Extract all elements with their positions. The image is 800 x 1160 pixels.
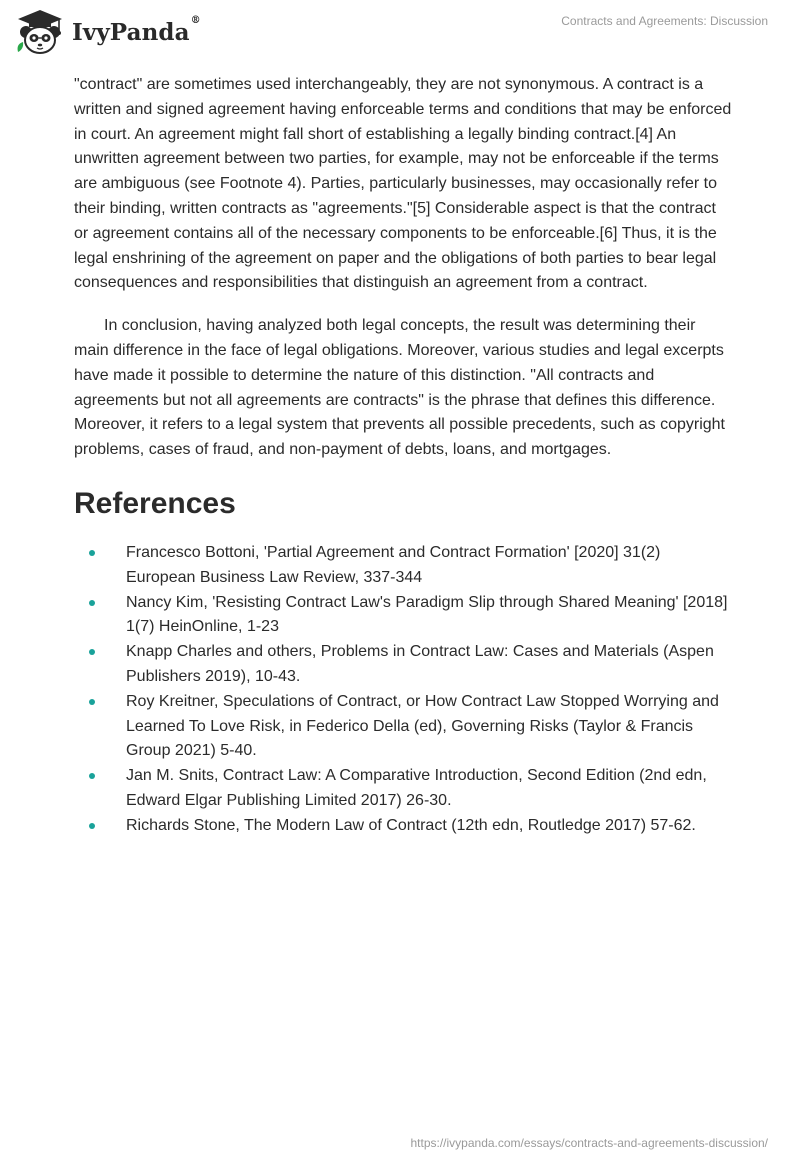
- reference-item: [74, 640, 734, 690]
- footer-url[interactable]: https://ivypanda.com/essays/contracts-and-agreements-discussion/: [410, 1136, 768, 1150]
- brand-logo[interactable]: [14, 8, 201, 56]
- bullet-icon: [89, 600, 95, 606]
- conclusion-paragraph: In conclusion, having analyzed both legal concepts, the result was determining their main difference in the face of legal obligations. Moreover, various studies and legal excerpts have made it possible to determine the nature of this distinction. "All contracts and agreements but not all agreements are contracts" is the phrase that defines this difference. Moreover, it refers to a legal system that prevents all possible precedents, such as copyright problems, cases of fraud, and non-payment of debts, loans, and mortgages.: [74, 317, 725, 459]
- brand-name: IvyPanda®: [72, 14, 201, 46]
- bullet-icon: [89, 699, 95, 705]
- essay-content: [74, 73, 734, 839]
- document-title: Contracts and Agreements: Discussion: [561, 14, 768, 28]
- body-paragraph: "contract" are sometimes used interchangeably, they are not synonymous. A contract is a written and signed agreement having enforceable terms and conditions that may be enforced in court. An agreement might fall short of establishing a legally binding contract.[4] An unwritten agreement between two parties, for example, may not be enforceable if the terms are ambiguous (see Footnote 4). Parties, particularly businesses, may occasionally refer to their binding, written contracts as "agreements."[5] Considerable aspect is that the contract or agreement contains all of the necessary components to be enforceable.[6] Thus, it is the legal enshrining of the agreement on paper and the obligations of both parties to bear legal consequences and responsibilities that distinguish an agreement from a contract.: [74, 76, 732, 292]
- reference-item: [74, 814, 734, 839]
- reference-text: Roy Kreitner, Speculations of Contract, or How Contract Law Stopped Worrying and Learned To Love Risk, in Federico Della (ed), Governing Risks (Taylor & Francis Group 2021) 5-40.: [126, 692, 719, 760]
- page-header: [0, 0, 800, 64]
- references-heading: References: [74, 486, 236, 520]
- reference-text: Nancy Kim, 'Resisting Contract Law's Paradigm Slip through Shared Meaning' [2018] 1(7) HeinOnline, 1-23: [126, 593, 728, 636]
- reference-item: [74, 690, 734, 764]
- bullet-icon: [89, 823, 95, 829]
- panda-logo-icon: [14, 8, 66, 56]
- reference-text: Knapp Charles and others, Problems in Contract Law: Cases and Materials (Aspen Publishers 2019), 10-43.: [126, 643, 714, 685]
- reference-item: [74, 591, 734, 641]
- reference-text: Francesco Bottoni, 'Partial Agreement and Contract Formation' [2020] 31(2) European Business Law Review, 337-344: [126, 543, 661, 586]
- bullet-icon: [89, 773, 95, 779]
- reference-text: Richards Stone, The Modern Law of Contract (12th edn, Routledge 2017) 57-62.: [126, 816, 696, 834]
- reference-text: Jan M. Snits, Contract Law: A Comparative Introduction, Second Edition (2nd edn, Edward Elgar Publishing Limited 2017) 26-30.: [126, 767, 707, 809]
- reference-item: [74, 541, 734, 591]
- bullet-icon: [89, 550, 95, 556]
- references-list: [74, 541, 734, 839]
- reference-item: [74, 764, 734, 814]
- registered-mark: ®: [190, 14, 201, 26]
- bullet-icon: [89, 649, 95, 655]
